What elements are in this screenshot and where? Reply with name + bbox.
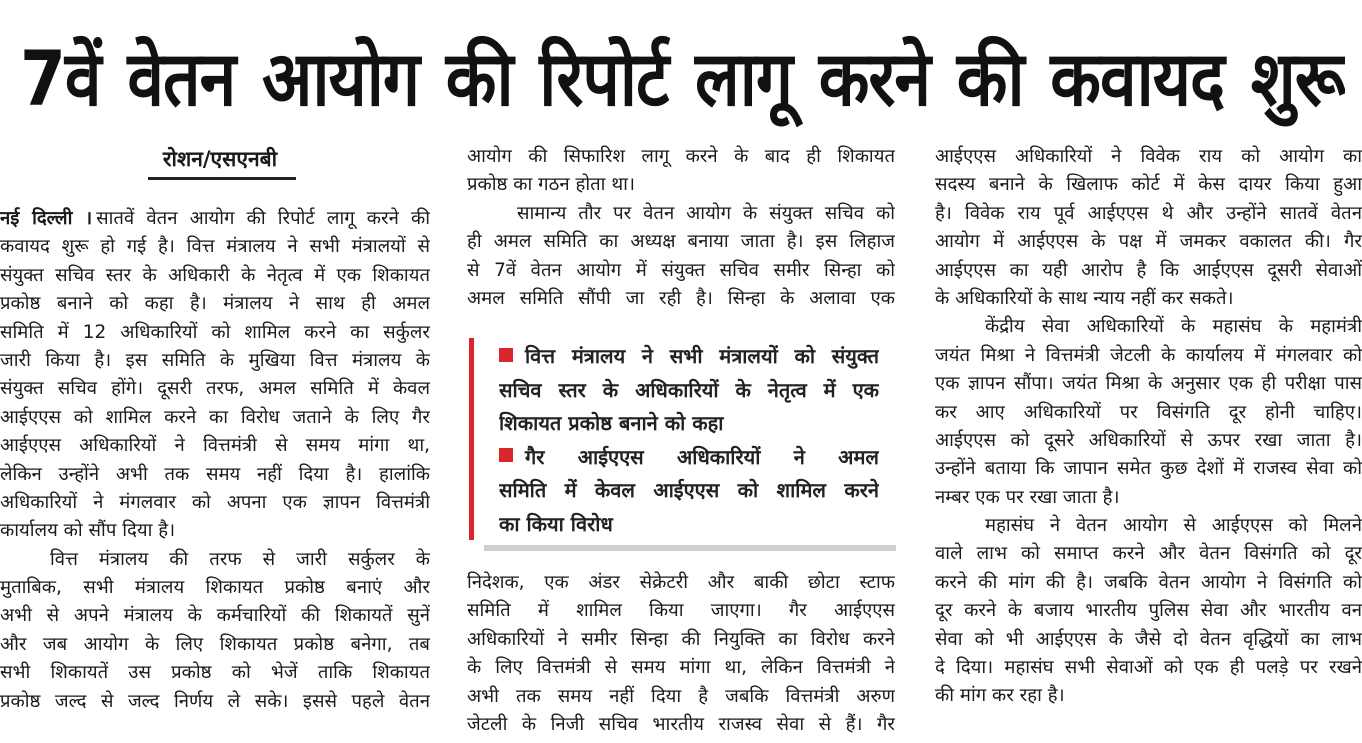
text-line [935, 257, 1362, 285]
article-column-2-top [467, 143, 895, 313]
line-text: के लिए वित्तमंत्री से समय मांगा था, लेकिन वित्तमंत्री ने [467, 657, 895, 679]
text-line [0, 290, 430, 318]
line-text: जारी किया है। इस समिति के मुखिया वित्त मंत्रालय के [0, 349, 430, 371]
text-line [935, 484, 1362, 512]
line-text: आईएएस अधिकारियों ने विवेक राय को आयोग का [935, 146, 1362, 167]
text-line [467, 597, 895, 625]
text-line [467, 200, 895, 228]
text-line [0, 602, 430, 630]
text-line [0, 432, 430, 460]
text-line [935, 342, 1362, 370]
text-line [935, 682, 1362, 710]
headline: 7वें वेतन आयोग की रिपोर्ट लागू करने की कवायद शुरू [20, 34, 1345, 124]
line-text: ही अमल समिति का अध्यक्ष बनाया जाता है। इस लिहाज [467, 231, 895, 253]
text-line [0, 404, 430, 432]
dateline: नई दिल्ली । [0, 208, 93, 229]
line-text: गैर आईएएस अधिकारियों ने अमल [525, 444, 879, 469]
text-line [935, 200, 1362, 228]
article-column-3 [935, 143, 1362, 711]
line-text: है। विवेक राय पूर्व आईएएस थे और उन्होंने सातवें वेतन [935, 202, 1362, 224]
line-text: संयुक्त सचिव स्तर के अधिकारी के नेतृत्व में एक शिकायत [0, 264, 430, 286]
line-text: शिकायत प्रकोष्ठ बनाने को कहा [499, 411, 724, 435]
line-text: सेवा को भी आईएएस के जैसे दो वेतन वृद्धियों का लाभ [935, 628, 1362, 650]
text-line [935, 313, 1362, 341]
line-text: कर आए अधिकारियों पर विसंगति दूर होनी चाहिए। [935, 401, 1362, 423]
line-text: अभी तक समय नहीं दिया है जबकि वित्तमंत्री अरुण [467, 685, 895, 707]
highlight-line [499, 441, 879, 475]
line-text: निदेशक, एक अंडर सेक्रेटरी और बाकी छोटा स्टाफ [467, 572, 895, 593]
byline-underline [148, 177, 296, 180]
line-text: प्रकोष्ठ जल्द से जल्द निर्णय ले सके। इससे पहले वेतन [0, 690, 430, 712]
text-line [0, 262, 430, 290]
line-text: आईएएस का यही आरोप है कि आईएएस दूसरी सेवाओं [935, 259, 1362, 281]
text-line [467, 143, 895, 171]
text-line [935, 512, 1362, 540]
text-line [0, 631, 430, 659]
line-text: अधिकारियों ने मंगलवार को अपना एक ज्ञापन वित्तमंत्री [0, 491, 430, 513]
line-text: सचिव स्तर के अधिकारियों के नेतृत्व में एक [499, 377, 879, 402]
line-text: की मांग कर रहा है। [935, 685, 1065, 707]
text-line [935, 654, 1362, 682]
highlight-line [499, 407, 879, 441]
line-text: अधिकारियों ने समीर सिन्हा की नियुक्ति का विरोध करने [467, 628, 895, 650]
text-line [0, 319, 430, 347]
text-line [935, 399, 1362, 427]
line-text: अमल समिति सौंपी जा रही है। सिन्हा के अलावा एक [467, 287, 895, 309]
line-text: दूर करने के बजाय भारतीय पुलिस सेवा और भारतीय वन [935, 600, 1362, 622]
text-line [935, 171, 1362, 199]
line-text: आयोग में आईएएस के पक्ष में जमकर वकालत की। गैर [935, 231, 1362, 253]
text-line [467, 654, 895, 682]
bullet-square-icon [499, 448, 513, 462]
byline: रोशन/एसएनबी [162, 147, 278, 171]
highlight-line [499, 374, 879, 408]
article-column-2-bottom [467, 569, 895, 739]
text-line [935, 597, 1362, 625]
bullet-square-icon [499, 348, 513, 362]
text-line [467, 228, 895, 256]
text-line [935, 569, 1362, 597]
line-text: आईएएस को शामिल करने का विरोध जताने के लिए गैर [0, 406, 430, 428]
text-line [0, 517, 430, 545]
line-text: वाले लाभ को समाप्त करने और वेतन विसंगति को दूर [935, 543, 1362, 565]
line-text: का किया विरोध [499, 511, 613, 536]
text-line [935, 455, 1362, 483]
line-text: जेटली के निजी सचिव भारतीय राजस्व सेवा से हैं। गैर [467, 713, 895, 735]
line-text: सामान्य तौर पर वेतन आयोग के संयुक्त सचिव को [517, 202, 895, 224]
line-text: समिति में शामिल किया जाएगा। गैर आईएएस [467, 600, 895, 622]
text-line [935, 285, 1362, 313]
text-line [0, 461, 430, 489]
line-text: और जब आयोग के लिए शिकायत प्रकोष्ठ बनेगा, तब [0, 633, 430, 655]
highlights-box [469, 338, 889, 540]
text-line [935, 370, 1362, 398]
text-line [935, 540, 1362, 568]
text-line [0, 489, 430, 517]
text-line [935, 626, 1362, 654]
line-text: समिति में 12 अधिकारियों को शामिल करने का सर्कुलर [0, 321, 430, 343]
text-line [935, 228, 1362, 256]
line-text: महासंघ ने वेतन आयोग से आईएएस को मिलने [985, 515, 1362, 537]
line-text: कवायद शुरू हो गई है। वित्त मंत्रालय ने सभी मंत्रालयों से [0, 236, 430, 258]
line-text: एक ज्ञापन सौंपा। जयंत मिश्रा के अनुसार एक ही परीक्षा पास [935, 373, 1362, 395]
line-text: आईएएस को दूसरे अधिकारियों से ऊपर रखा जाता है। [935, 429, 1362, 451]
line-text: प्रकोष्ठ का गठन होता था। [467, 174, 635, 196]
line-text: वित्त मंत्रालय ने सभी मंत्रालयों को संयुक्त [525, 344, 879, 368]
text-line [0, 659, 430, 687]
line-text: अभी से अपने मंत्रालय के कर्मचारियों की शिकायतें सुनें [0, 605, 430, 627]
text-line [467, 711, 895, 739]
line-text: के अधिकारियों के साथ न्याय नहीं कर सकते। [935, 287, 1234, 309]
text-line [0, 347, 430, 375]
line-text: उन्होंने बताया कि जापान समेत कुछ देशों में राजस्व सेवा को [935, 458, 1362, 480]
line-text: समिति में केवल आईएएस को शामिल करने [499, 478, 879, 502]
text-line [467, 569, 895, 597]
text-line [0, 233, 430, 261]
article-column-1 [0, 205, 430, 716]
line-text: नम्बर एक पर रखा जाता है। [935, 486, 1120, 508]
line-text: मुताबिक, सभी मंत्रालय शिकायत प्रकोष्ठ बनाएं और [0, 577, 430, 599]
line-text: लेकिन उन्होंने अभी तक समय नहीं दिया है। हालांकि [0, 463, 430, 485]
text-line [935, 427, 1362, 455]
line-text: कार्यालय को सौंप दिया है। [0, 520, 176, 542]
line-text: जयंत मिश्रा ने वित्तमंत्री जेटली के कार्यालय में मंगलवार को [935, 344, 1362, 366]
text-line [467, 626, 895, 654]
text-line [0, 546, 430, 574]
divider [484, 545, 896, 551]
line-text: केंद्रीय सेवा अधिकारियों के महासंघ के महामंत्री [985, 316, 1362, 338]
line-text: आईएएस अधिकारियों ने वित्तमंत्री से समय मांगा था, [0, 435, 430, 457]
highlight-line [499, 340, 879, 374]
line-text: सातवें वेतन आयोग की रिपोर्ट लागू करने की [96, 208, 430, 229]
line-text: करने की मांग की है। जबकि वेतन आयोग ने विसंगति को [935, 571, 1362, 593]
line-text: वित्त मंत्रालय की तरफ से जारी सर्कुलर के [50, 548, 430, 570]
text-line [0, 375, 430, 403]
highlight-line [499, 508, 879, 542]
line-text: सभी शिकायतें उस प्रकोष्ठ को भेजें ताकि शिकायत [0, 662, 430, 684]
text-line [467, 285, 895, 313]
line-text: सदस्य बनाने के खिलाफ कोर्ट में केस दायर किया हुआ [935, 174, 1362, 196]
highlight-points [499, 340, 879, 541]
text-line [0, 688, 430, 716]
text-line [935, 143, 1362, 171]
line-text: से 7वें वेतन आयोग में संयुक्त सचिव समीर सिन्हा को [467, 259, 895, 281]
line-text: दे दिया। महासंघ सभी सेवाओं को एक ही पलड़े पर रखने [935, 657, 1362, 679]
text-line [467, 683, 895, 711]
highlight-line [499, 474, 879, 508]
text-line [467, 257, 895, 285]
text-line [0, 205, 430, 233]
line-text: संयुक्त सचिव होंगे। दूसरी तरफ, अमल समिति में केवल [0, 378, 430, 400]
line-text: प्रकोष्ठ बनाने को कहा है। मंत्रालय ने साथ ही अमल [0, 293, 430, 315]
text-line [467, 171, 895, 199]
line-text: आयोग की सिफारिश लागू करने के बाद ही शिकायत [467, 146, 895, 167]
highlight-accent-bar [469, 338, 474, 540]
text-line [0, 574, 430, 602]
